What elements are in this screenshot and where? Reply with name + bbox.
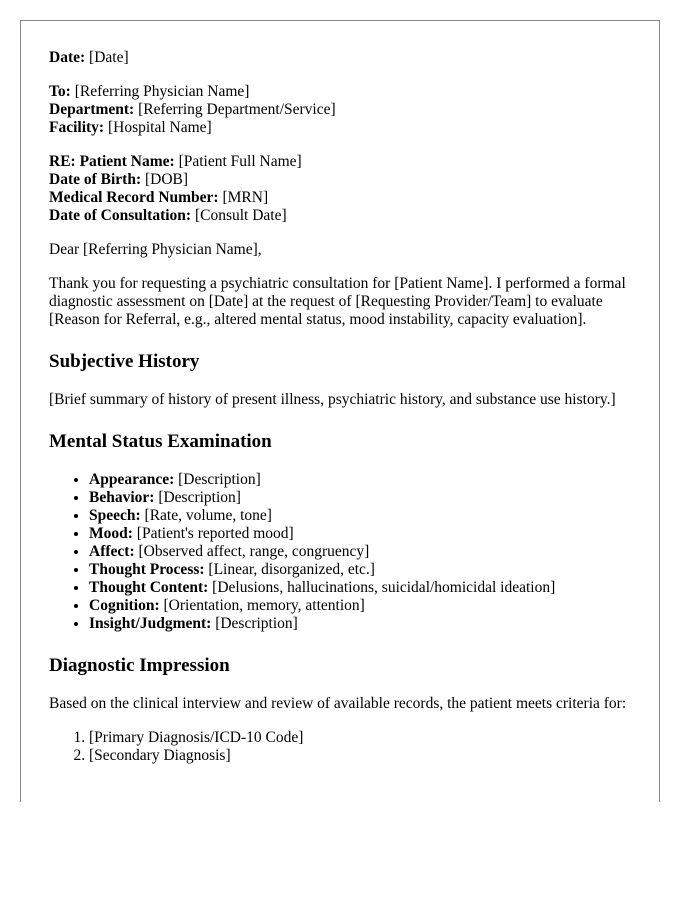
- mse-list: [49, 471, 631, 633]
- subjective-heading: Subjective History: [49, 351, 200, 372]
- consult-date-line: [49, 207, 631, 225]
- mse-item-value: [Description]: [154, 489, 241, 506]
- mrn-line: [49, 189, 631, 207]
- facility-line: [49, 119, 631, 137]
- intro-paragraph: Thank you for requesting a psychiatric consultation for [Patient Name]. I performed a formal diagnostic assessment on [Date] at the request of [Requesting Provider/Team] to evaluate [Reason for Referral, e.g., altered mental status, mood instability, capacity evaluation].: [49, 275, 626, 328]
- dob-value: [DOB]: [141, 171, 189, 188]
- mse-item-label: Mood:: [89, 525, 133, 542]
- date-label: Date:: [49, 49, 86, 66]
- mse-item-label: Thought Process:: [89, 561, 205, 578]
- date-value: [Date]: [85, 49, 129, 66]
- mse-item-insight-judgment: [89, 615, 631, 633]
- mse-item-label: Speech:: [89, 507, 141, 524]
- patient-name-value: [Patient Full Name]: [174, 153, 302, 170]
- mse-item-label: Insight/Judgment:: [89, 615, 212, 632]
- date-block: [49, 49, 631, 67]
- mse-item-cognition: [89, 597, 631, 615]
- mse-item-label: Appearance:: [89, 471, 175, 488]
- department-value: [Referring Department/Service]: [134, 101, 336, 118]
- mse-item-value: [Orientation, memory, attention]: [159, 597, 365, 614]
- mrn-label: Medical Record Number:: [49, 189, 219, 206]
- consult-date-value: [Consult Date]: [191, 207, 287, 224]
- salutation: Dear [Referring Physician Name],: [49, 241, 262, 258]
- date-line: [49, 49, 631, 67]
- mse-item-label: Thought Content:: [89, 579, 209, 596]
- recipient-block: [49, 83, 631, 137]
- department-line: [49, 101, 631, 119]
- mse-item-behavior: [89, 489, 631, 507]
- mse-item-affect: [89, 543, 631, 561]
- mse-item-value: [Description]: [174, 471, 261, 488]
- subjective-body: [Brief summary of history of present illness, psychiatric history, and substance use history.]: [49, 391, 616, 408]
- consult-date-label: Date of Consultation:: [49, 207, 192, 224]
- dob-line: [49, 171, 631, 189]
- mse-item-label: Cognition:: [89, 597, 160, 614]
- department-label: Department:: [49, 101, 135, 118]
- mse-item-mood: [89, 525, 631, 543]
- letter-page: [20, 20, 660, 802]
- facility-label: Facility:: [49, 119, 105, 136]
- mrn-value: [MRN]: [218, 189, 269, 206]
- mse-item-value: [Delusions, hallucinations, suicidal/homicidal ideation]: [208, 579, 556, 596]
- facility-value: [Hospital Name]: [104, 119, 212, 136]
- diagnosis-item-primary: 1. [Primary Diagnosis/ICD-10 Code]: [89, 729, 631, 747]
- diagnosis-heading: Diagnostic Impression: [49, 655, 230, 676]
- patient-name-line: [49, 153, 631, 171]
- diagnosis-list: [49, 729, 631, 765]
- mse-item-label: Affect:: [89, 543, 135, 560]
- mse-item-appearance: [89, 471, 631, 489]
- patient-name-label: RE: Patient Name:: [49, 153, 175, 170]
- diagnosis-item-secondary: 2. [Secondary Diagnosis]: [89, 747, 631, 765]
- mse-item-thought-process: [89, 561, 631, 579]
- to-label: To:: [49, 83, 71, 100]
- mse-item-value: [Rate, volume, tone]: [140, 507, 272, 524]
- mse-item-value: [Observed affect, range, congruency]: [134, 543, 370, 560]
- patient-block: [49, 153, 631, 225]
- dob-label: Date of Birth:: [49, 171, 142, 188]
- mse-item-value: [Description]: [211, 615, 298, 632]
- mse-item-label: Behavior:: [89, 489, 155, 506]
- mse-heading: Mental Status Examination: [49, 431, 272, 452]
- to-line: [49, 83, 631, 101]
- letter-content: [49, 49, 631, 765]
- mse-item-thought-content: [89, 579, 631, 597]
- to-value: [Referring Physician Name]: [70, 83, 250, 100]
- mse-item-speech: [89, 507, 631, 525]
- mse-item-value: [Patient's reported mood]: [132, 525, 294, 542]
- diagnosis-body: Based on the clinical interview and review of available records, the patient meets criteria for:: [49, 695, 627, 712]
- mse-item-value: [Linear, disorganized, etc.]: [204, 561, 375, 578]
